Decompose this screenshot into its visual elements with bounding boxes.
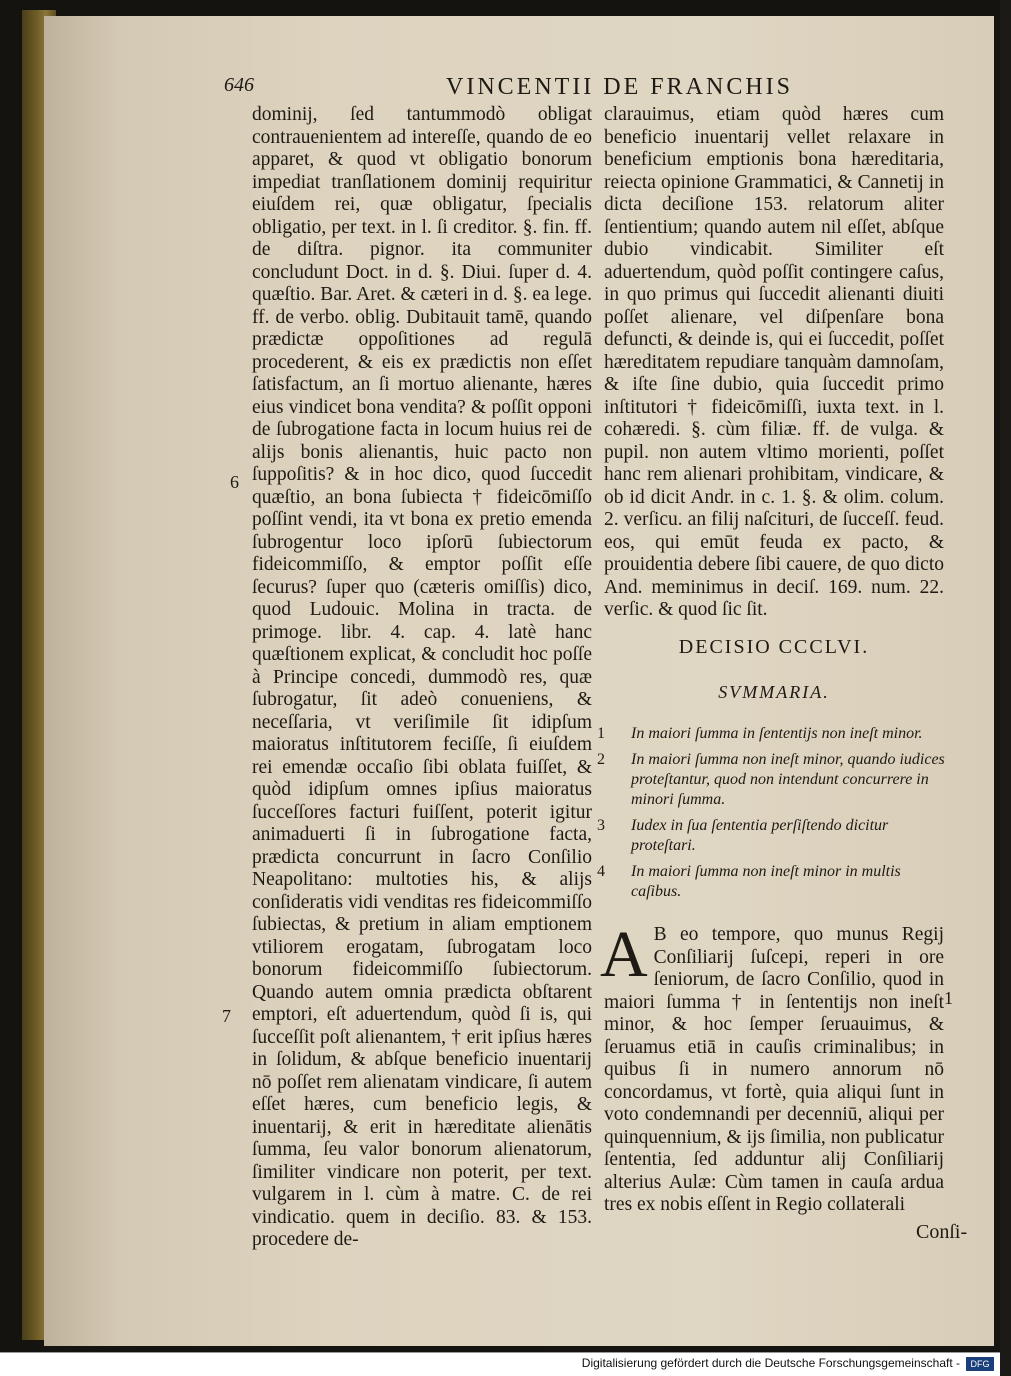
summaria-item-text: In maiori ſumma non ineſt minor, quando iudices proteſtantur, quod non intendunt concurrere in minori ſumma. — [631, 751, 945, 808]
margin-note-8: 8 — [1002, 416, 1011, 436]
summaria-item-number: 4 — [597, 863, 605, 880]
summaria-item — [597, 724, 947, 744]
footer-bar — [0, 1352, 1000, 1376]
decisio-body — [600, 918, 944, 1217]
summaria-item-text: In maiori ſumma non ineſt minor in multis caſibus. — [631, 863, 901, 900]
summaria-item — [597, 750, 947, 810]
summaria-list — [597, 724, 947, 908]
decisio-title: DECISIO CCCLVI. — [678, 636, 870, 658]
summaria-item — [597, 816, 947, 856]
left-column — [252, 104, 592, 1252]
page-number: 646 — [224, 74, 254, 96]
dfg-logo-icon: DFG — [966, 1357, 994, 1371]
page-header — [44, 74, 994, 108]
left-column-text: dominij, ſed tantummodò obligat contrauenientem ad intereſſe, quando de eo apparet, & quod vt obligatio bonorum impediat tranſlationem dominij requiritur eiuſdem rei, quæ obligatur, ſpecialis obligatio, per text. in l. ſi creditor. §. fin. ff. de diſtra. pignor. ita communiter concludunt Doct. in d. §. Diui. ſuper d. 4. quæſtio. Bar. Aret. & cæteri in d. §. ea lege. ff. de verbo. oblig. Dubitauit tamē, quando prædictæ oppoſitiones ad regulā procederent, & eis ex prædictis non eſſet ſatisfactum, an ſi mortuo alienante, hæres eius vindicet bona vendita? & poſſit opponi de ſubrogatione facta in locum huius rei de alijs bonis alienantis, huic pacto non ſuppoſitis? & in hoc dico, quod ſuccedit quæſtio, an bona ſubiecta † fideicōmiſſo poſſint vendi, ita vt bona ex pretio emenda ſubrogentur loco ipſorū ſubiectorum fideicommiſſo, & emptor poſſit eſſe ſecurus? ſuper quo (cæteris omiſſis) dico, quod Ludouic. Molina in tracta. de primoge. libr. 4. cap. 4. latè hanc quæſtionem explicat, & concludit hoc poſſe à Principe concedi, dummodò res, quæ ſubrogatur, ſit adeò conueniens, & neceſſaria, vt veriſimile ſit idipſum maioratus inſtitutorem feciſſe, ſi eiuſdem rei emendæ occaſio ſibi oblata fuiſſet, & quòd idipſum omnes ipſius maioratus ſucceſſores facturi fuiſſent, poterit igitur animaduerti ſi in ſubrogatione facta, prædicta concurrunt in ſacro Conſilio Neapolitano: multoties his, & alijs conſideratis vidi venditas res fideicommiſſo ſubiectas, & pretium in aliam emptionem vtiliorem erogatam, ſubrogatam loco bonorum fideicommiſſo ſubiectorum. Quando autem omnia prædicta obſtarent emptori, eſt aduertendum, quòd ſi is, qui ſucceſſit poſt alienantem, † erit ipſius hæres in ſolidum, & abſque beneficio inuentarij nō poſſet rem alienatam vindicare, ſi autem eſſet hæres, cum beneficio legis, & inuentarij, & erit in hæreditate alienātis ſumma, ſeu valor bonorum alienatorum, ſimiliter vindicare non poterit, per text. vulgarem in l. cùm à matre. C. de rei vindicatio. quem in deciſio. 83. & 153. procedere de- — [252, 104, 592, 1250]
decisio-body-text: B eo tempore, quo munus Regij Conſiliarij ſuſcepi, reperi in ore ſeniorum, de ſacro Conſilio, quod in maiori ſumma † in ſententijs non ineſt minor, & hoc ſemper ſeruauimus, & ſeruamus etiā in cauſis criminalibus; in quibus ſi in numero annorum nō concordamus, vt fortè, quia aliqui ſunt in voto condemnandi per decenniū, aliqui per quinquennium, & ijs ſimilia, non publicatur ſententia, ſed adduntur alij Conſiliarij alterius Aulæ: Cùm tamen in cauſa ardua tres ex nobis eſſent in Regio collaterali — [604, 924, 944, 1215]
running-title: VINCENTII DE FRANCHIS — [446, 74, 793, 100]
summaria-item — [597, 862, 947, 902]
drop-cap: A — [600, 918, 648, 991]
summaria-item-text: Iudex in ſua ſententia perſiſtendo dicitur proteſtari. — [631, 817, 889, 854]
right-column-text: clarauimus, etiam quòd hæres cum beneficio inuentarij vellet relaxare in beneficium emptionis bona hæreditaria, reiecta opinione Grammatici, & Cannetij in dicta deciſione 153. relatorum aliter ſentientium; quando autem nil eſſet, abſque dubio vindicabit. Similiter eſt aduertendum, quòd poſſit contingere caſus, in quo primus qui ſuccedit alienanti diuiti poſſet alienare, vel diſpenſare bona defuncti, & deinde is, qui ei ſuccedit, poſſet hæreditatem repudiare tanquàm damnoſam, & iſte ſine dubio, quia ſuccedit primo inſtitutori † fideicōmiſſi, iuxta text. in l. cohæredi. §. cùm filiæ. ff. de vulga. & pupil. non autem vltimo morienti, poſſet hanc rem alienari prohibitam, vindicare, & ob id dicit Andr. in c. 1. §. & olim. colum. 2. verſicu. an filij naſcituri, de ſucceſſ. feud. eos, qui emūt feuda ex pacto, & prouidentia debere ſibi cauere, de quo dicto And. meminimus in deciſ. 169. num. 22. verſic. & quod ſic ſit. — [604, 104, 944, 620]
right-column — [604, 104, 944, 622]
summaria-item-number: 2 — [597, 751, 605, 768]
catchword: Conſi- — [916, 1221, 968, 1243]
margin-note-1: 1 — [944, 988, 953, 1008]
summaria-item-number: 1 — [597, 725, 605, 742]
summaria-item-text: In maiori ſumma in ſententijs non ineſt minor. — [631, 725, 923, 742]
margin-note-6: 6 — [230, 472, 239, 492]
footer-credit: Digitalisierung gefördert durch die Deutsche Forschungsgemeinschaft - — [581, 1356, 960, 1370]
book-page — [44, 16, 1011, 1346]
summaria-title: SVMMARIA. — [718, 682, 830, 702]
margin-note-7: 7 — [222, 1006, 231, 1026]
summaria-item-number: 3 — [597, 817, 605, 834]
